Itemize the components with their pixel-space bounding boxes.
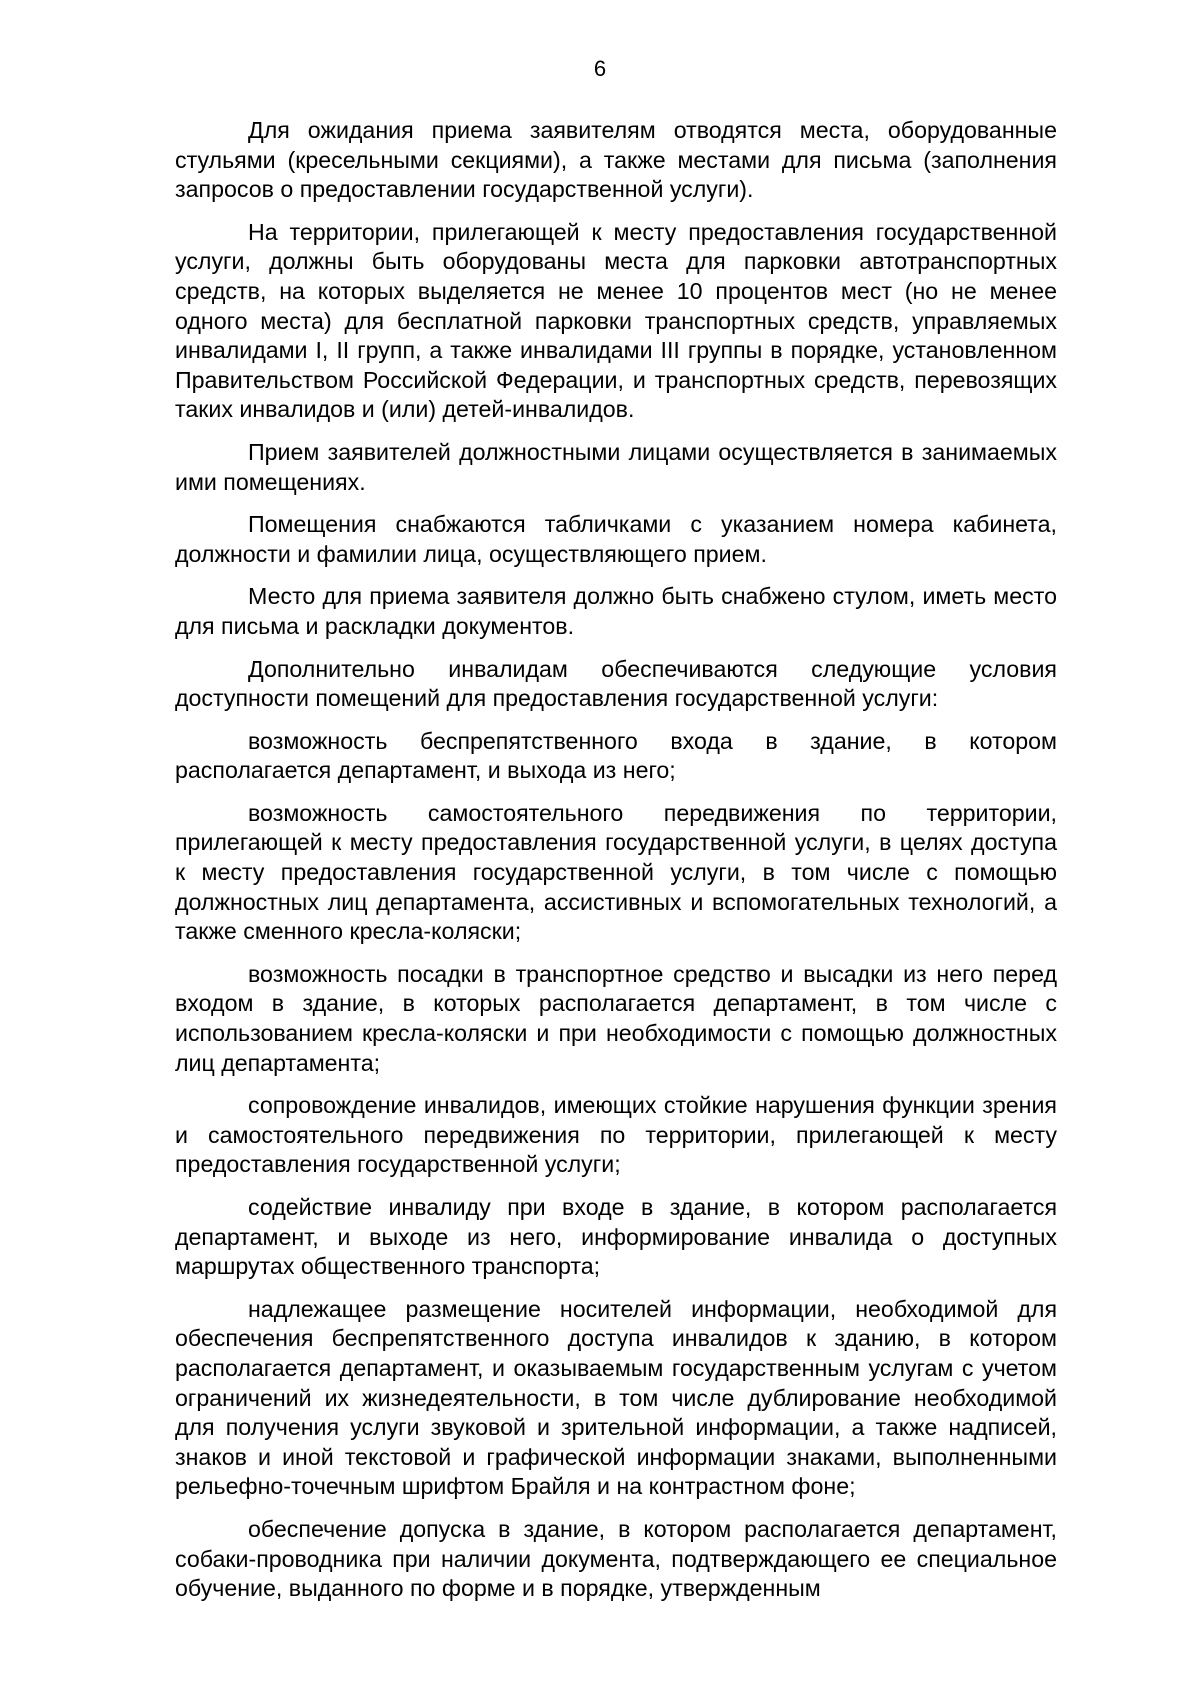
- paragraph-accessibility-intro: Дополнительно инвалидам обеспечиваются следующие условия доступности помещений для предоставления государственной услуги:: [175, 655, 1057, 712]
- paragraph-parking: На территории, прилегающей к месту предоставления государственной услуги, должны быть оборудованы места для парковки автотранспортных средств, на которых выделяется не менее 10 процентов мест (но не менее одного места) для бесплатной парковки транспортных средств, управляемых инвалидами I, II групп, а также инвалидами III группы в порядке, установленном Правительством Российской Федерации, и транспортных средств, перевозящих таких инвалидов и (или) детей-инвалидов.: [175, 218, 1057, 423]
- list-item-vehicle-boarding: возможность посадки в транспортное средство и высадки из него перед входом в здание, в которых располагается департамент, в том числе с использованием кресла-коляски и при необходимости с помощью должностных лиц департамента;: [175, 960, 1057, 1076]
- paragraph-reception-officials: Прием заявителей должностными лицами осуществляется в занимаемых ими помещениях.: [175, 438, 1057, 495]
- list-item-escort: сопровождение инвалидов, имеющих стойкие нарушения функции зрения и самостоятельного передвижения по территории, прилегающей к месту предоставления государственной услуги;: [175, 1092, 1057, 1178]
- paragraph-door-plates: Помещения снабжаются табличками с указанием номера кабинета, должности и фамилии лица, осуществляющего прием.: [175, 511, 1057, 567]
- list-item-movement: возможность самостоятельного передвижения по территории, прилегающей к месту предоставления государственной услуги, в целях доступа к месту предоставления государственной услуги, в том числе с помощью должностных лиц департамента, ассистивных и вспомогательных технологий, а также сменного кресла-коляски;: [175, 799, 1057, 945]
- list-item-information-placement: надлежащее размещение носителей информации, необходимой для обеспечения беспрепятственного доступа инвалидов к зданию, в котором располагается департамент, и оказываемым государственным услугам с учетом ограничений их жизнедеятельности, в том числе дублирование необходимой для получения услуги звуковой и зрительной информации, а также надписей, знаков и иной текстовой и графической информации знаками, выполненными рельефно-точечным шрифтом Брайля и на контрастном фоне;: [175, 1295, 1057, 1500]
- paragraph-waiting-places: Для ожидания приема заявителям отводятся места, оборудованные стульями (кресельными секциями), а также местами для письма (заполнения запросов о предоставлении государственной услуги).: [175, 117, 1057, 203]
- list-item-guide-dog: обеспечение допуска в здание, в котором располагается департамент, собаки-проводника при наличии документа, подтверждающего ее специальное обучение, выданного по форме и в порядке, утвержденным: [175, 1515, 1057, 1602]
- list-item-entrance: возможность беспрепятственного входа в здание, в котором располагается департамент, и выхода из него;: [175, 727, 1057, 784]
- page-number: 6: [593, 56, 607, 81]
- document-body: [175, 116, 1057, 1617]
- paragraph-applicant-place: Место для приема заявителя должно быть снабжено стулом, иметь место для письма и раскладки документов.: [175, 583, 1057, 639]
- list-item-assistance: содействие инвалиду при входе в здание, в котором располагается департамент, и выходе из него, информирование инвалида о доступных маршрутах общественного транспорта;: [175, 1194, 1057, 1280]
